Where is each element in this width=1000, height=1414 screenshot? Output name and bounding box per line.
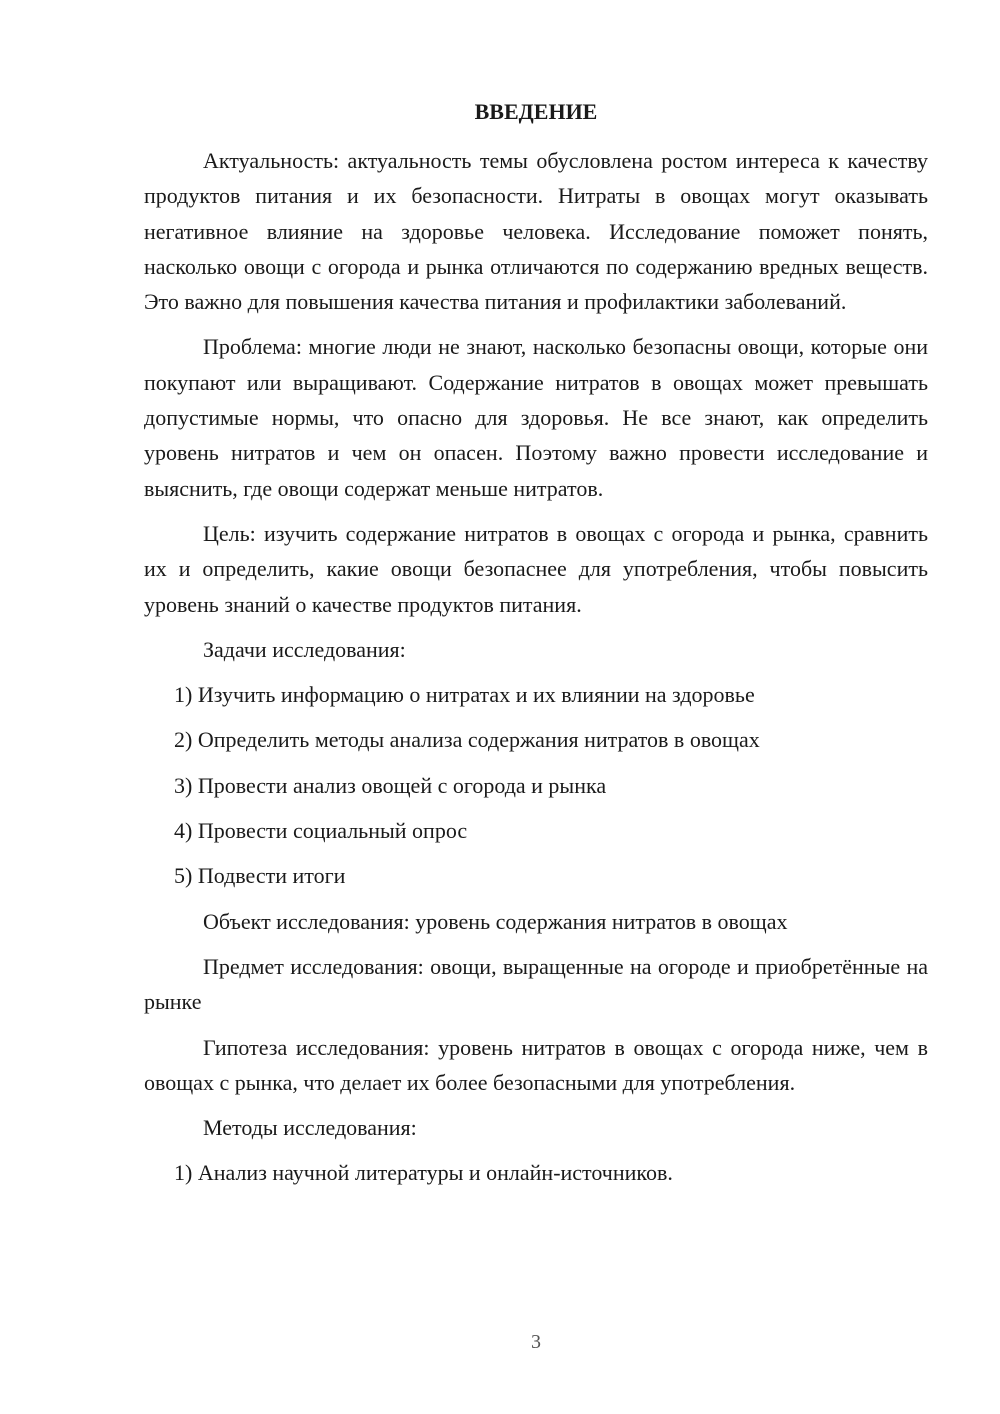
relevance-paragraph: Актуальность: актуальность темы обусловлена ростом интереса к качеству продуктов питания и их безопасности. Нитраты в овощах могут оказывать негативное влияние на здоровье человека. Исследование поможет понять, насколько овощи с огорода и рынка отличаются по содержанию вредных веществ. Это важно для повышения качества питания и профилактики заболеваний. — [144, 148, 928, 315]
subject-paragraph: Предмет исследования: овощи, выращенные на огороде и приобретённые на рынке — [144, 953, 928, 1015]
document-body — [144, 143, 928, 1201]
task-item-1: 1) Изучить информацию о нитратах и их влиянии на здоровье — [174, 682, 755, 708]
problem-paragraph: Проблема: многие люди не знают, насколько безопасны овощи, которые они покупают или выращивают. Содержание нитратов в овощах может превышать допустимые нормы, что опасно для здоровья. Не все знают, как определить уровень нитратов и чем он опасен. Поэтому важно провести исследование и выяснить, где овощи содержат меньше нитратов. — [144, 334, 928, 501]
page-number: 3 — [531, 1331, 541, 1353]
page-title: ВВЕДЕНИЕ — [474, 99, 598, 124]
task-item-3: 3) Провести анализ овощей с огорода и рынка — [174, 772, 607, 798]
object-paragraph: Объект исследования: уровень содержания нитратов в овощах — [203, 908, 788, 934]
task-item-5: 5) Подвести итоги — [174, 863, 346, 889]
tasks-heading: Задачи исследования: — [203, 636, 406, 662]
task-item-2: 2) Определить методы анализа содержания нитратов в овощах — [174, 727, 760, 753]
methods-heading: Методы исследования: — [203, 1115, 417, 1141]
task-item-4: 4) Провести социальный опрос — [174, 818, 468, 844]
hypothesis-paragraph: Гипотеза исследования: уровень нитратов в овощах с огорода ниже, чем в овощах с рынка, что делает их более безопасными для употребления. — [144, 1034, 928, 1095]
method-item-1: 1) Анализ научной литературы и онлайн-источников. — [174, 1160, 673, 1186]
goal-paragraph: Цель: изучить содержание нитратов в овощах с огорода и рынка, сравнить их и определить, какие овощи безопаснее для употребления, чтобы повысить уровень знаний о качестве продуктов питания. — [144, 520, 928, 617]
